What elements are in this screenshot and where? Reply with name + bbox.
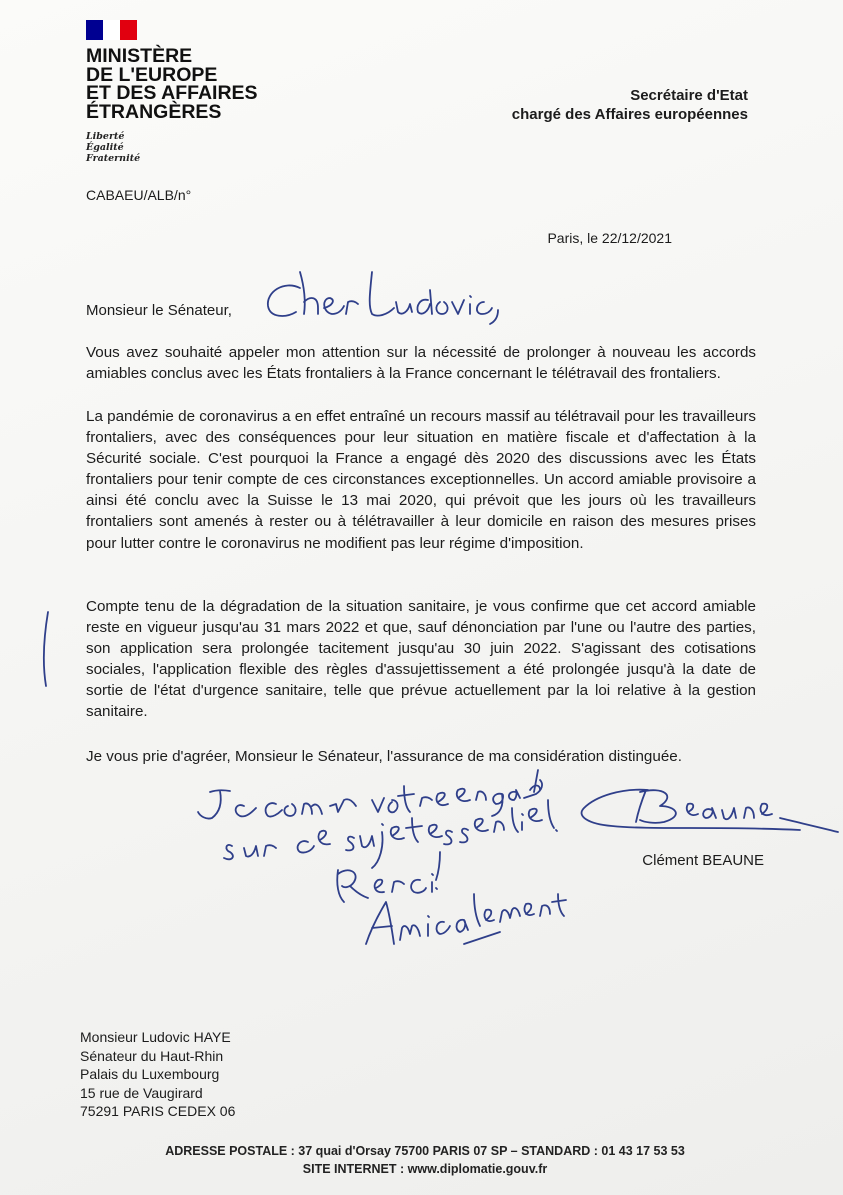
body-paragraph: Vous avez souhaité appeler mon attention sur la nécessité de prolonger à nouveau les accords amiables conclus avec les États frontaliers à la France concernant le télétravail des frontaliers. [86,344,756,383]
handwritten-greeting [268,272,498,324]
ministry-line: DE L'EUROPE [86,63,218,86]
closing-formula: Je vous prie d'agréer, Monsieur le Sénateur, l'assurance de ma considération distinguée. [86,748,682,765]
address-line: 75291 PARIS CEDEX 06 [80,1103,236,1120]
sender-title-line: Secrétaire d'Etat [630,87,748,104]
signatory-name: Clément BEAUNE [642,852,764,869]
letter-date: Paris, le 22/12/2021 [547,230,672,246]
address-line: Sénateur du Haut-Rhin [80,1047,224,1064]
handwritten-note-line-1 [198,770,542,819]
address-line: 15 rue de Vaugirard [80,1084,203,1101]
body-paragraph: La pandémie de coronavirus a en effet entraîné un recours massif au télétravail pour les travailleurs frontaliers, avec des conséquences pour leur situation en matière fiscale et d'affectation à la Sécurité sociale. C'est pourquoi la France a engagé dès 2020 des discussions avec les États frontaliers pour tenir compte de ces circonstances exceptionnelles. Un accord amiable provisoire a ainsi été conclu avec la Suisse le 13 mai 2020, qui prévoit que les jours où les travailleurs frontaliers sont amenés à rester ou à télétravailler à leur domicile en raison des mesures prises pour lutter contre le coronavirus ne modifient pas leur régime d'imposition. [86,408,756,552]
margin-bracket-mark [44,612,48,686]
reference-number: CABAEU/ALB/n° [86,187,192,203]
motto-line: Fraternité [86,153,141,164]
handwritten-signature [582,790,838,832]
ministry-line: ET DES AFFAIRES [86,82,258,104]
ministry-line: MINISTÈRE [86,45,193,67]
motto-line: Liberté [86,131,125,142]
sender-title-line: chargé des Affaires européennes [511,106,748,123]
footer-website: SITE INTERNET : www.diplomatie.gouv.fr [302,1162,548,1176]
body-paragraph: Compte tenu de la dégradation de la situation sanitaire, je vous confirme que cet accord amiable reste en vigueur jusqu'au 31 mars 2022 et que, sauf dénonciation par l'une ou l'autre des parties, son application sera prolongée tacitement jusqu'au 30 juin 2022. S'agissant des cotisations sociales, l'application flexible des règles d'assujettissement a été prolongée jusqu'à la date de sortie de l'état d'urgence sanitaire, telle que prévue actuellement par la loi relative à la gestion sanitaire. [86,598,756,721]
footer-address: ADRESSE POSTALE : 37 quai d'Orsay 75700 PARIS 07 SP – STANDARD : 01 43 17 53 53 [165,1144,685,1158]
handwritten-note-line-4 [366,894,566,944]
motto-line: Égalité [86,142,124,153]
address-line: Palais du Luxembourg [80,1066,220,1083]
ministry-line: ÉTRANGÈRES [86,100,222,123]
handwritten-note-line-2 [224,800,557,868]
address-line: Monsieur Ludovic HAYE [80,1029,231,1045]
salutation: Monsieur le Sénateur, [86,302,232,319]
handwritten-note-line-3 [337,852,440,902]
